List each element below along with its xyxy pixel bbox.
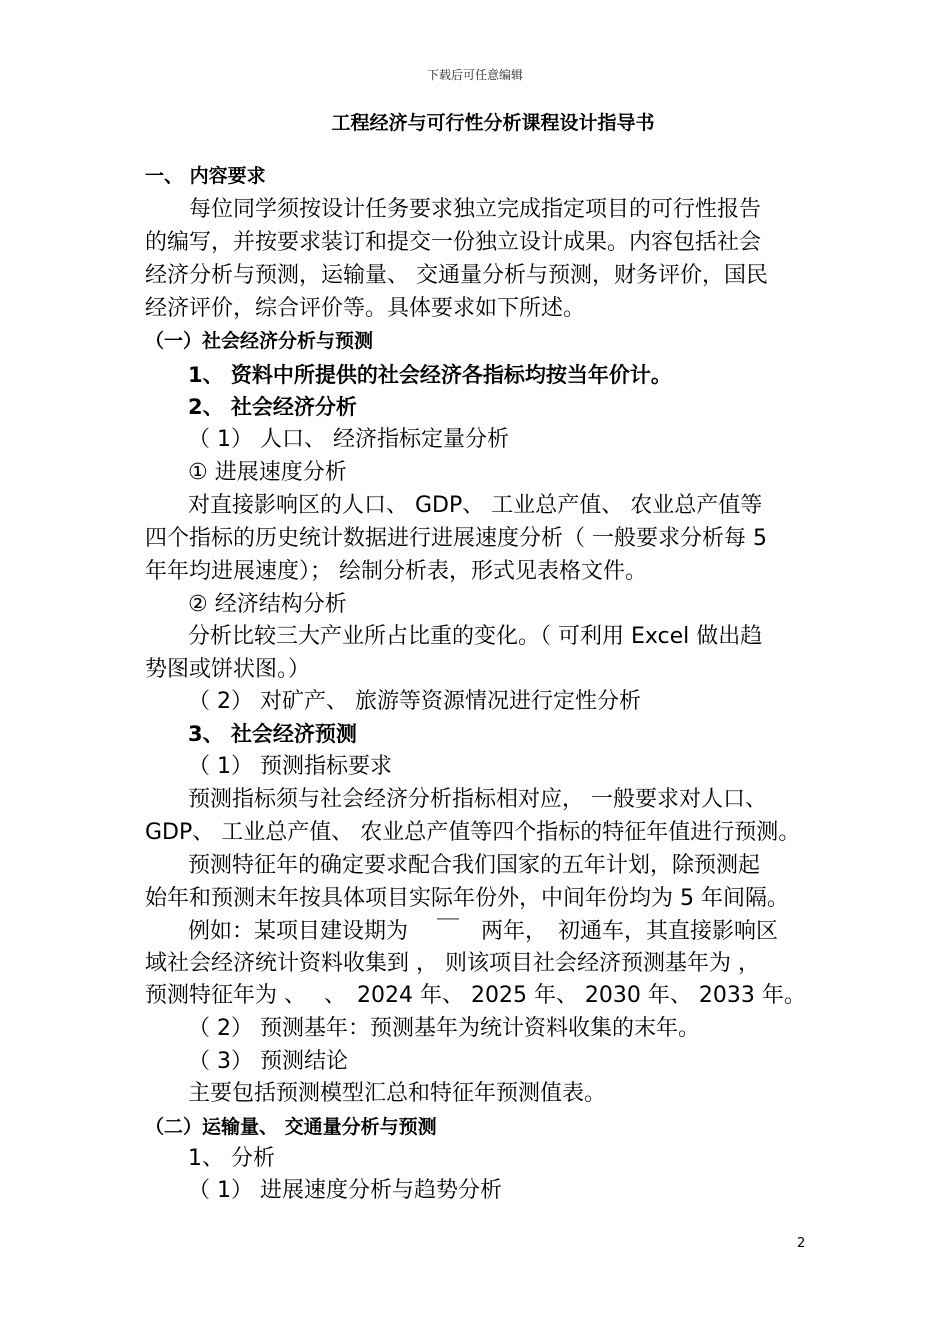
paragraph-line: 四个指标的历史统计数据进行进展速度分析（ 一般要求分析每 5: [145, 526, 767, 551]
item-heading: ① 进展速度分析: [188, 460, 347, 485]
item-heading: （ 1） 预测指标要求: [188, 754, 392, 779]
paragraph-line: 每位同学须按设计任务要求独立完成指定项目的可行性报告: [189, 197, 762, 222]
paragraph-line: 预测指标须与社会经济分析指标相对应， 一般要求对人口、: [188, 787, 767, 812]
item-heading: （ 2） 预测基年：预测基年为统计资料收集的末年。: [188, 1016, 700, 1041]
paragraph-line: 分析比较三大产业所占比重的变化。（ 可利用 Excel 做出趋: [188, 624, 763, 649]
item-heading: ② 经济结构分析: [188, 592, 347, 617]
paragraph-line: 对直接影响区的人口、 GDP、 工业总产值、 农业总产值等: [188, 493, 763, 518]
numbered-heading: 1、 资料中所提供的社会经济各指标均按当年价计。: [188, 363, 672, 387]
section-heading-content-requirements: 一、 内容要求: [145, 165, 266, 187]
paragraph-line: 预测特征年为 、 、 2024 年、 2025 年、 2030 年、 2033 年。: [145, 983, 806, 1008]
paragraph-line: 经济评价，综合评价等。具体要求如下所述。: [145, 296, 586, 321]
paragraph-line: 例如：某项目建设期为 ￣ 两年， 初通车，其直接影响区: [188, 919, 778, 944]
subsection-heading: （一）社会经济分析与预测: [145, 330, 374, 352]
numbered-heading: 1、 分析: [188, 1146, 275, 1171]
header-note: 下载后可任意编辑: [426, 68, 523, 82]
paragraph-line: 年年均进展速度）； 绘制分析表，形式见表格文件。: [145, 559, 647, 584]
item-heading: （ 2） 对矿产、 旅游等资源情况进行定性分析: [188, 689, 641, 714]
paragraph-line: 势图或饼状图。）: [145, 657, 311, 682]
numbered-heading: 3、 社会经济预测: [188, 722, 357, 746]
item-heading: （ 3） 预测结论: [188, 1049, 348, 1074]
paragraph-line: 预测特征年的确定要求配合我们国家的五年计划，除预测起: [188, 853, 761, 878]
paragraph-line: 主要包括预测模型汇总和特征年预测值表。: [188, 1081, 607, 1106]
document-title: 工程经济与可行性分析课程设计指导书: [331, 112, 655, 134]
page-number: 2: [797, 1236, 806, 1251]
paragraph-line: 的编写，并按要求装订和提交一份独立设计成果。内容包括社会: [145, 230, 762, 255]
subsection-heading: （二）运输量、 交通量分析与预测: [145, 1116, 437, 1138]
item-heading: （ 1） 进展速度分析与趋势分析: [188, 1178, 502, 1203]
paragraph-line: GDP、 工业总产值、 农业总产值等四个指标的特征年值进行预测。: [145, 820, 801, 845]
paragraph-line: 始年和预测末年按具体项目实际年份外，中间年份均为 5 年间隔。: [145, 886, 789, 911]
paragraph-line: 域社会经济统计资料收集到 ， 则该项目社会经济预测基年为 ，: [145, 951, 760, 976]
item-heading: （ 1） 人口、 经济指标定量分析: [188, 427, 509, 452]
paragraph-line: 经济分析与预测，运输量、 交通量分析与预测，财务评价，国民: [145, 263, 768, 288]
numbered-heading: 2、 社会经济分析: [188, 395, 357, 419]
